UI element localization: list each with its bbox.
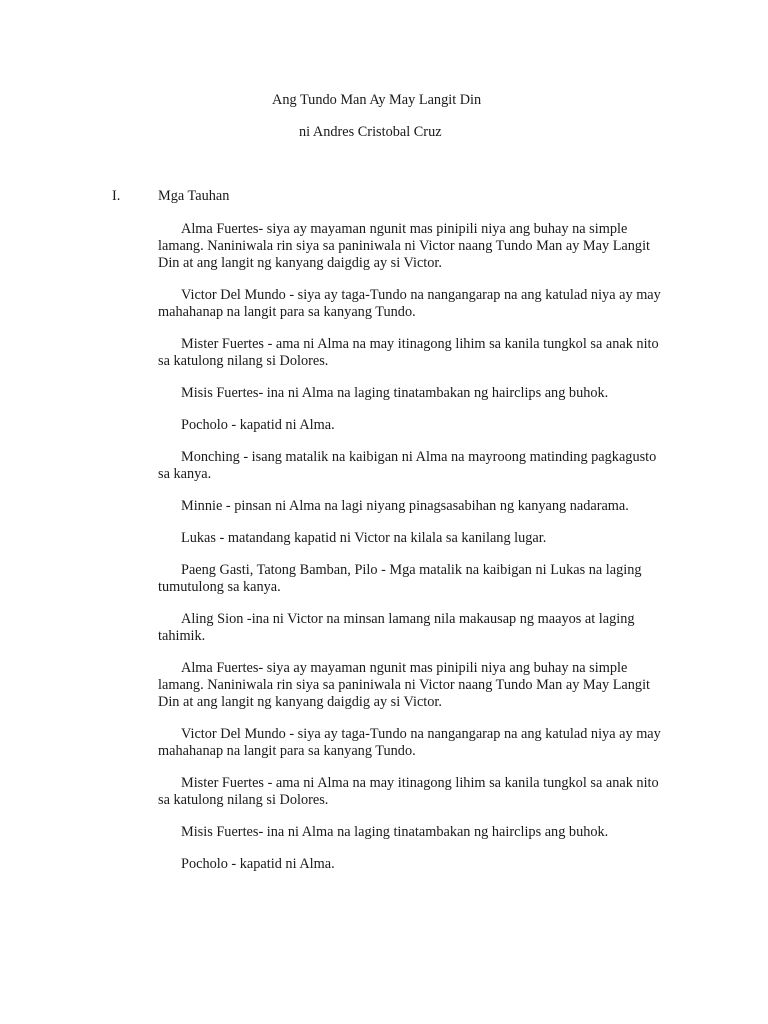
- paragraph: Victor Del Mundo - siya ay taga-Tundo na nangangarap na ang katulad niya ay may mahahanap na langit para sa kanyang Tundo.: [158, 287, 661, 320]
- paragraph: Lukas - matandang kapatid ni Victor na kilala sa kanilang lugar.: [181, 530, 547, 546]
- section-number: I.: [112, 188, 121, 204]
- paragraph: Alma Fuertes- siya ay mayaman ngunit mas pinipili niya ang buhay na simple lamang. Naniniwala rin siya sa paniniwala ni Victor naang Tundo Man ay May Langit Din at ang langit ng kanyang daigdig ay si Victor.: [158, 221, 651, 271]
- paragraph: Alma Fuertes- siya ay mayaman ngunit mas pinipili niya ang buhay na simple lamang. Naniniwala rin siya sa paniniwala ni Victor naang Tundo Man ay May Langit Din at ang langit ng kanyang daigdig ay si Victor.: [158, 660, 651, 710]
- paragraph: Mister Fuertes - ama ni Alma na may itinagong lihim sa kanila tungkol sa anak nito sa katulong nilang si Dolores.: [158, 775, 659, 808]
- document-author: ni Andres Cristobal Cruz: [299, 124, 442, 140]
- paragraph: Pocholo - kapatid ni Alma.: [181, 856, 335, 872]
- paragraph: Pocholo - kapatid ni Alma.: [181, 417, 335, 433]
- paragraph: Misis Fuertes- ina ni Alma na laging tinatambakan ng hairclips ang buhok.: [181, 824, 609, 840]
- paragraph: Mister Fuertes - ama ni Alma na may itinagong lihim sa kanila tungkol sa anak nito sa katulong nilang si Dolores.: [158, 336, 659, 369]
- paragraph: Monching - isang matalik na kaibigan ni Alma na mayroong matinding pagkagusto sa kanya.: [158, 449, 657, 482]
- document-title: Ang Tundo Man Ay May Langit Din: [272, 92, 482, 108]
- paragraph: Paeng Gasti, Tatong Bamban, Pilo - Mga matalik na kaibigan ni Lukas na laging tumutulong sa kanya.: [158, 562, 642, 595]
- section-title: Mga Tauhan: [158, 188, 230, 204]
- paragraph: Victor Del Mundo - siya ay taga-Tundo na nangangarap na ang katulad niya ay may mahahanap na langit para sa kanyang Tundo.: [158, 726, 661, 759]
- paragraph: Minnie - pinsan ni Alma na lagi niyang pinagsasabihan ng kanyang nadarama.: [181, 498, 629, 514]
- paragraph: Misis Fuertes- ina ni Alma na laging tinatambakan ng hairclips ang buhok.: [181, 385, 609, 401]
- paragraph: Aling Sion -ina ni Victor na minsan lamang nila makausap ng maayos at laging tahimik.: [158, 611, 635, 644]
- section-body: [158, 221, 670, 888]
